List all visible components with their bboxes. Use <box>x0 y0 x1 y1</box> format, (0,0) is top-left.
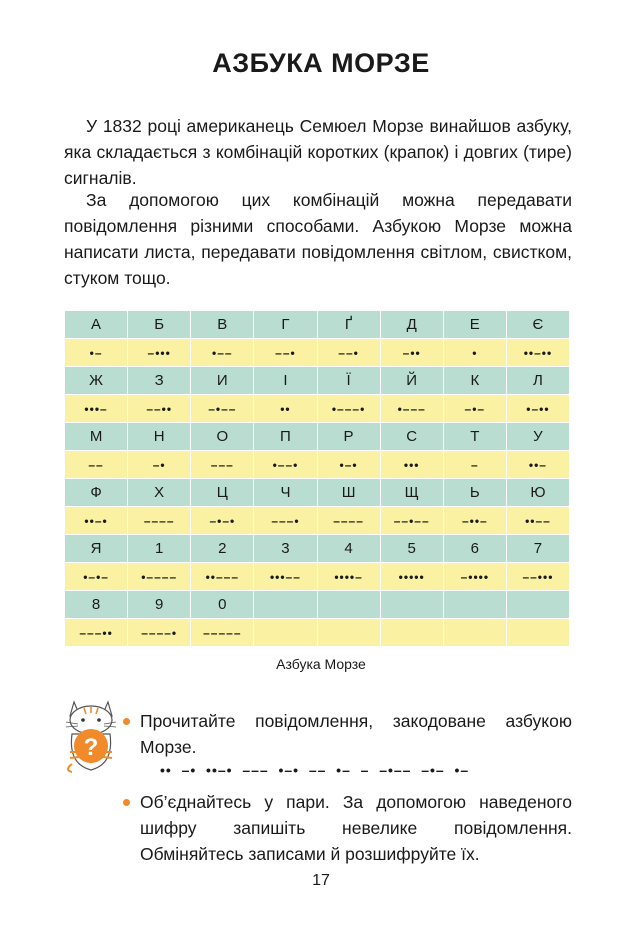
letter-cell: 1 <box>128 535 191 563</box>
letter-cell: 3 <box>254 535 317 563</box>
code-row <box>65 339 570 367</box>
code-cell: –––– <box>317 507 380 535</box>
code-cell: ••– <box>506 451 569 479</box>
letter-cell: Л <box>506 367 569 395</box>
code-cell: –•–• <box>191 507 254 535</box>
letter-cell: Х <box>128 479 191 507</box>
letter-cell: У <box>506 423 569 451</box>
code-cell: –••– <box>443 507 506 535</box>
code-cell: ••–– <box>506 507 569 535</box>
letter-cell: Б <box>128 311 191 339</box>
task-1 <box>140 708 572 760</box>
code-row <box>65 451 570 479</box>
letter-row <box>65 367 570 395</box>
code-cell: •••– <box>65 395 128 423</box>
code-cell: •––• <box>254 451 317 479</box>
code-cell: –––•• <box>65 619 128 647</box>
code-cell: –••• <box>128 339 191 367</box>
letter-row <box>65 311 570 339</box>
code-cell: •• <box>254 395 317 423</box>
letter-cell: 8 <box>65 591 128 619</box>
code-cell: ––––• <box>128 619 191 647</box>
code-cell: – <box>443 451 506 479</box>
cat-question-icon <box>62 694 120 774</box>
code-cell <box>443 619 506 647</box>
intro-paragraph-1 <box>64 113 572 191</box>
letter-cell <box>317 591 380 619</box>
task-1-text: Прочитайте повідомлення, закодоване азбукою Морзе. <box>140 711 572 757</box>
letter-cell: А <box>65 311 128 339</box>
code-row <box>65 619 570 647</box>
letter-cell: Є <box>506 311 569 339</box>
code-cell: •––– <box>380 395 443 423</box>
code-cell: ••––– <box>191 563 254 591</box>
task-2-text: Об’єднайтесь у пари. За допомогою наведеного шифру запишіть невелике повідомлення. Обміняйтесь записами й розшифруйте їх. <box>140 792 572 864</box>
page-number: 17 <box>312 872 330 889</box>
code-cell: •–––• <box>317 395 380 423</box>
letter-cell: К <box>443 367 506 395</box>
letter-cell: М <box>65 423 128 451</box>
letter-cell: Т <box>443 423 506 451</box>
code-cell: • <box>443 339 506 367</box>
letter-row <box>65 423 570 451</box>
letter-row <box>65 591 570 619</box>
code-cell: –•• <box>380 339 443 367</box>
morse-code-table <box>64 310 570 647</box>
letter-cell: Ю <box>506 479 569 507</box>
intro-paragraph-1-text: У 1832 році американець Семюел Морзе винайшов азбуку, яка складається з комбінацій коротких (крапок) і довгих (тире) сигналів. <box>64 116 572 188</box>
code-cell: ••••– <box>317 563 380 591</box>
code-cell: –– <box>65 451 128 479</box>
code-cell: ––•–– <box>380 507 443 535</box>
letter-cell: І <box>254 367 317 395</box>
letter-cell: Ф <box>65 479 128 507</box>
letter-row <box>65 479 570 507</box>
letter-cell: Й <box>380 367 443 395</box>
task-2 <box>140 789 572 867</box>
letter-cell: Р <box>317 423 380 451</box>
code-row <box>65 563 570 591</box>
code-cell: ––––– <box>191 619 254 647</box>
code-cell <box>317 619 380 647</box>
code-cell <box>380 619 443 647</box>
letter-cell: О <box>191 423 254 451</box>
code-cell: ••–• <box>65 507 128 535</box>
code-cell: •–•• <box>506 395 569 423</box>
letter-cell: Ч <box>254 479 317 507</box>
letter-cell <box>380 591 443 619</box>
letter-cell: Ї <box>317 367 380 395</box>
letter-cell: 0 <box>191 591 254 619</box>
letter-cell: 4 <box>317 535 380 563</box>
code-cell: –––• <box>254 507 317 535</box>
code-cell: ––•• <box>128 395 191 423</box>
code-cell: •–•– <box>65 563 128 591</box>
code-cell: ––• <box>254 339 317 367</box>
letter-cell: 5 <box>380 535 443 563</box>
letter-cell: Ь <box>443 479 506 507</box>
table-caption: Азбука Морзе <box>276 656 366 672</box>
letter-cell: Ґ <box>317 311 380 339</box>
letter-cell: П <box>254 423 317 451</box>
code-cell <box>506 619 569 647</box>
letter-cell: Е <box>443 311 506 339</box>
code-cell: •– <box>65 339 128 367</box>
letter-cell <box>443 591 506 619</box>
intro-paragraph-2 <box>64 187 572 291</box>
letter-cell: Ц <box>191 479 254 507</box>
code-cell: –• <box>128 451 191 479</box>
code-cell: ––••• <box>506 563 569 591</box>
letter-cell: Ж <box>65 367 128 395</box>
page-title: АЗБУКА МОРЗЕ <box>212 48 430 78</box>
letter-row <box>65 535 570 563</box>
code-cell: –•– <box>443 395 506 423</box>
letter-cell <box>506 591 569 619</box>
bullet-dot <box>123 799 130 806</box>
letter-cell: Н <box>128 423 191 451</box>
code-cell: ••–•• <box>506 339 569 367</box>
code-cell: –•••• <box>443 563 506 591</box>
code-cell: ••••• <box>380 563 443 591</box>
code-cell: •–––– <box>128 563 191 591</box>
letter-cell: Ш <box>317 479 380 507</box>
letter-cell: Г <box>254 311 317 339</box>
letter-cell: Щ <box>380 479 443 507</box>
letter-cell: Я <box>65 535 128 563</box>
letter-cell: И <box>191 367 254 395</box>
code-cell: •–– <box>191 339 254 367</box>
letter-cell: З <box>128 367 191 395</box>
code-cell: ––• <box>317 339 380 367</box>
letter-cell: В <box>191 311 254 339</box>
letter-cell: 9 <box>128 591 191 619</box>
code-cell: •–• <box>317 451 380 479</box>
code-cell: ––– <box>191 451 254 479</box>
intro-paragraph-2-text: За допомогою цих комбінацій можна передавати повідомлення різними способами. Азбукою Морзе можна написати листа, передавати повідомлення світлом, свистком, стуком тощо. <box>64 190 572 288</box>
code-cell: –•–– <box>191 395 254 423</box>
letter-cell: Д <box>380 311 443 339</box>
code-cell: •••–– <box>254 563 317 591</box>
code-cell <box>254 619 317 647</box>
code-cell: ••• <box>380 451 443 479</box>
code-row <box>65 507 570 535</box>
letter-cell <box>254 591 317 619</box>
letter-cell: С <box>380 423 443 451</box>
svg-text:?: ? <box>83 734 99 761</box>
letter-cell: 2 <box>191 535 254 563</box>
letter-cell: 7 <box>506 535 569 563</box>
bullet-dot <box>123 718 130 725</box>
code-cell: –––– <box>128 507 191 535</box>
code-row <box>65 395 570 423</box>
morse-message: •• –• ••–• ––– •–• –– •– – –•–– –•– •– <box>160 762 470 778</box>
letter-cell: 6 <box>443 535 506 563</box>
